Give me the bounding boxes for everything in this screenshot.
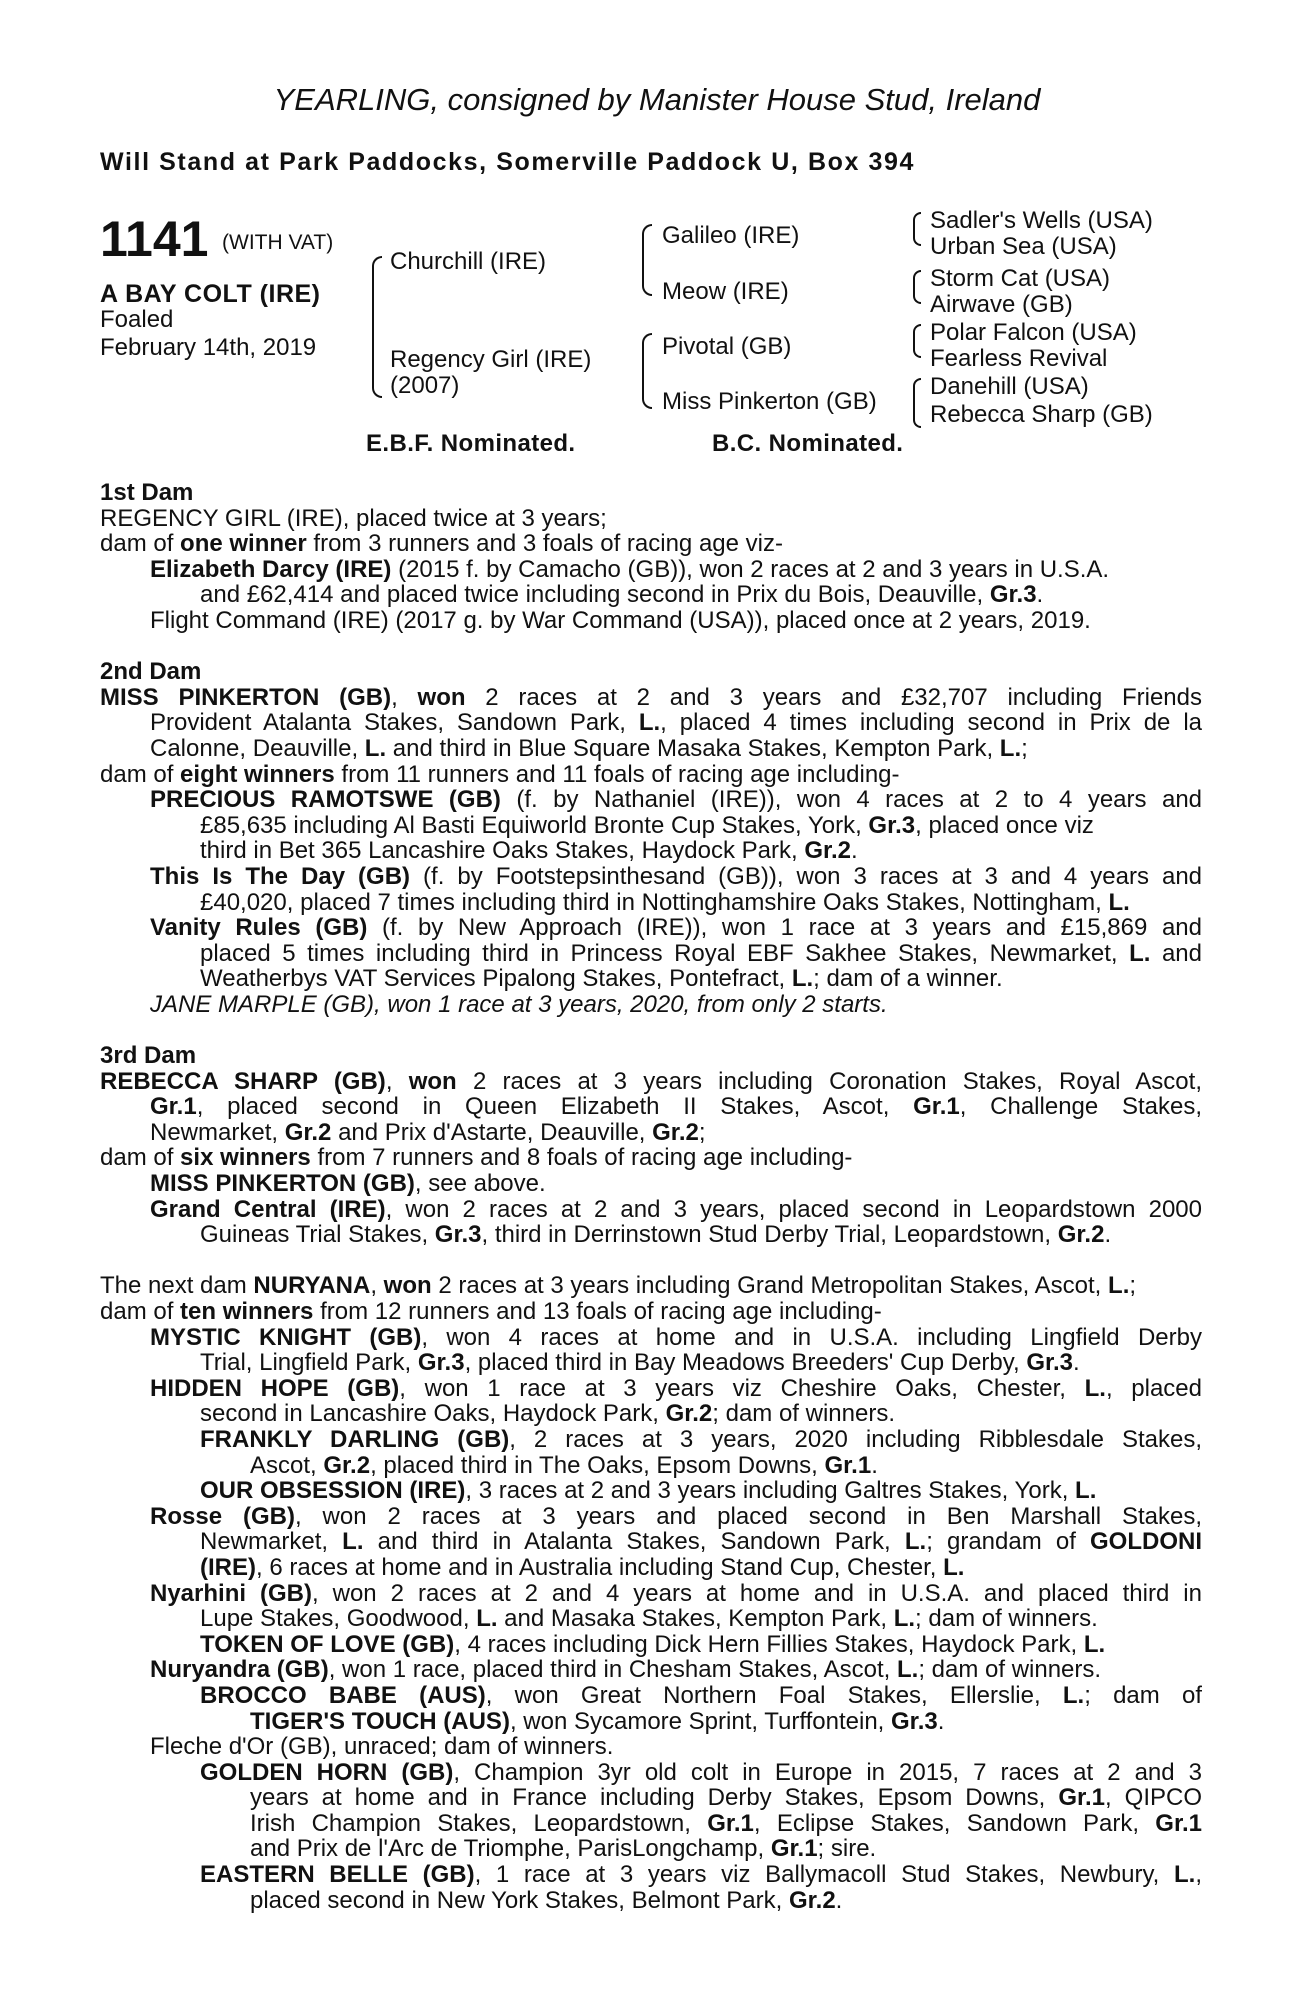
pedigree-dam-year: (2007): [390, 372, 460, 399]
record-text: MISS PINKERTON (GB): [150, 1170, 415, 1198]
pedigree-gg-1: Sadler's Wells (USA): [930, 207, 1153, 234]
pedigree-gg-3: Storm Cat (USA): [930, 265, 1111, 292]
record-text: and £62,414 and placed twice including second in Prix du Bois, Deauville,: [200, 581, 990, 609]
record-line: [100, 1709, 1202, 1735]
record-line: [100, 1785, 1202, 1811]
record-line: [100, 1273, 1202, 1299]
record-text: £85,635 including Al Basti Equiworld Bronte Cup Stakes, York,: [200, 811, 869, 839]
record-line: [100, 531, 1202, 557]
record-text: Weatherbys VAT Services Pipalong Stakes, Pontefract,: [200, 965, 792, 993]
record-text: ten winners: [180, 1298, 314, 1325]
record-line: [100, 1581, 1202, 1607]
record-text: Gr.1: [707, 1810, 754, 1837]
record-text: Gr.2: [788, 1886, 836, 1914]
record-text: 3rd Dam: [100, 1042, 197, 1070]
record-line: [100, 1376, 1202, 1402]
record-text: PRECIOUS RAMOTSWE (GB): [150, 787, 501, 813]
record-text: Vanity Rules (GB): [150, 915, 368, 941]
record-line: [100, 838, 1202, 864]
record-text: Trial, Lingfield Park,: [200, 1349, 418, 1377]
stand-location: Will Stand at Park Paddocks, Somerville Paddock U, Box 394: [100, 148, 916, 176]
record-text: (2015 f. by Camacho (GB)), won 2 races at 2 and 3 years in U.S.A.: [391, 555, 1110, 583]
record-text: ;: [1129, 1272, 1137, 1300]
record-line: [100, 1043, 1202, 1069]
record-text: Lupe Stakes, Goodwood,: [200, 1605, 477, 1633]
record-text: Gr.3: [434, 1221, 482, 1249]
record-line: [100, 1811, 1202, 1837]
record-line: [100, 890, 1202, 916]
record-text: , placed: [1105, 1375, 1202, 1402]
record-text: NURYANA: [253, 1272, 371, 1300]
record-line: [100, 582, 1202, 608]
record-text: , placed third in Bay Meadows Breeders' Cup Derby,: [464, 1349, 1027, 1377]
record-text: won: [383, 1272, 432, 1300]
record-text: and: [1150, 940, 1202, 967]
record-text: REGENCY GIRL (IRE), placed twice at 3 years;: [100, 504, 607, 532]
record-text: Gr.1: [1058, 1785, 1106, 1811]
record-text: Gr.3: [1026, 1349, 1074, 1377]
record-line: [100, 685, 1202, 711]
record-text: Gr.3: [417, 1349, 465, 1377]
record-text: Gr.1: [770, 1835, 818, 1863]
record-line: [100, 1069, 1202, 1095]
pedigree-sire-dam: Meow (IRE): [662, 278, 789, 305]
record-text: , Champion 3yr old colt in Europe in 2015, 7 races at 2 and 3: [453, 1759, 1202, 1786]
record-text: , won 2 races at 2 and 3 years, placed second in Leopardstown 2000: [385, 1196, 1202, 1223]
record-line: [100, 864, 1202, 890]
record-text: Ascot,: [250, 1451, 324, 1479]
record-text: one winner: [180, 530, 307, 558]
record-text: ,: [391, 684, 418, 711]
record-text: OUR OBSESSION (IRE): [200, 1477, 466, 1505]
record-line: [100, 1222, 1202, 1248]
record-text: Gr.2: [1057, 1221, 1105, 1249]
record-line: [100, 1478, 1202, 1504]
record-text: from 3 runners and 3 foals of racing age viz-: [306, 530, 783, 558]
record-text: This Is The Day (GB): [150, 863, 411, 890]
record-text: EASTERN BELLE (GB): [200, 1862, 475, 1888]
record-text: GOLDONI: [1090, 1529, 1202, 1555]
record-line: [100, 1888, 1202, 1914]
pedigree-brace-gg4: [913, 378, 921, 428]
record-text: Gr.1: [1155, 1810, 1202, 1837]
record-text: .: [1036, 581, 1044, 609]
record-text: Gr.2: [804, 837, 852, 865]
record-text: L.: [1084, 1375, 1106, 1402]
record-text: £40,020, placed 7 times including third in Nottinghamshire Oaks Stakes, Nottingham,: [200, 888, 1109, 916]
record-text: , 6 races at home and in Australia including Stand Cup, Chester,: [256, 1553, 944, 1581]
record-text: ,: [370, 1272, 384, 1300]
record-text: (f. by Nathaniel (IRE)), won 4 races at 2 to 4 years and: [500, 787, 1202, 813]
pedigree-brace-dam: [642, 333, 652, 409]
record-text: ; sire.: [817, 1835, 877, 1863]
record-text: ;: [1021, 734, 1028, 762]
record-text: .: [871, 1451, 878, 1479]
record-text: .: [937, 1707, 945, 1735]
record-text: (f. by New Approach (IRE)), won 1 race at 3 years and £15,869 and: [367, 915, 1202, 941]
record-text: Gr.3: [868, 811, 916, 839]
consignor-line: YEARLING, consigned by Manister House Stud, Ireland: [273, 82, 1041, 117]
record-text: Provident Atalanta Stakes, Sandown Park,: [150, 710, 639, 736]
pedigree-brace-sire: [642, 224, 652, 296]
record-text: ,: [385, 1068, 409, 1095]
record-text: Elizabeth Darcy (IRE): [150, 555, 392, 583]
record-text: Gr.2: [284, 1118, 332, 1146]
record-text: dam of: [100, 1298, 181, 1325]
record-text: 2nd Dam: [100, 658, 202, 686]
record-text: , won 1 race, placed third in Chesham Stakes, Ascot,: [328, 1656, 897, 1684]
pedigree-brace-gg2: [913, 270, 921, 304]
pedigree-brace-main: [372, 256, 382, 398]
record-text: L.: [1174, 1862, 1196, 1888]
record-text: TOKEN OF LOVE (GB): [200, 1630, 455, 1658]
record-line: [100, 1145, 1202, 1171]
record-text: and Masaka Stakes, Kempton Park,: [497, 1605, 894, 1633]
record-line: [100, 1836, 1202, 1862]
record-text: L.: [1129, 940, 1151, 967]
record-text: , won Great Northern Foal Stakes, Ellerslie,: [485, 1682, 1063, 1709]
record-line: [100, 1657, 1202, 1683]
record-line: [100, 1734, 1202, 1760]
record-text: Gr.2: [665, 1400, 713, 1428]
record-line: [100, 787, 1202, 813]
record-line: [100, 941, 1202, 967]
record-line: [100, 480, 1202, 506]
record-text: Gr.3: [891, 1707, 938, 1735]
pedigree-dam: Regency Girl (IRE): [390, 346, 592, 373]
record-text: , won 1 race at 3 years viz Cheshire Oaks, Chester,: [399, 1375, 1085, 1402]
record-text: , third in Derrinstown Stud Derby Trial, Leopardstown,: [481, 1221, 1058, 1249]
record-text: The next dam: [100, 1272, 254, 1300]
pedigree-brace-gg1: [913, 212, 921, 246]
record-text: Calonne, Deauville,: [150, 734, 365, 762]
record-line: [100, 736, 1202, 762]
record-line: [100, 659, 1202, 685]
record-text: six winners: [180, 1144, 311, 1172]
record-line: [100, 1453, 1202, 1479]
record-line: [100, 762, 1202, 788]
record-line: [100, 1632, 1202, 1658]
record-text: , Eclipse Stakes, Sandown Park,: [753, 1810, 1156, 1837]
record-line: [100, 1197, 1202, 1223]
record-line: [100, 1760, 1202, 1786]
record-text: third in Bet 365 Lancashire Oaks Stakes, Haydock Park,: [200, 837, 805, 865]
foaled-date: February 14th, 2019: [100, 334, 317, 361]
record-line: [100, 1555, 1202, 1581]
record-text: FRANKLY DARLING (GB): [200, 1426, 510, 1453]
record-text: dam of: [100, 1144, 181, 1172]
record-text: L.: [893, 1605, 916, 1633]
record-text: (f. by Footstepsinthesand (GB)), won 3 races at 3 and 4 years and: [410, 863, 1202, 890]
record-text: L.: [1075, 1477, 1097, 1505]
record-line: [100, 915, 1202, 941]
record-text: L.: [943, 1553, 965, 1581]
record-text: (IRE): [200, 1553, 256, 1581]
record-text: L.: [476, 1605, 498, 1633]
record-text: Gr.2: [652, 1118, 699, 1146]
horse-title: A BAY COLT (IRE): [100, 280, 321, 308]
record-text: and Prix de l'Arc de Triomphe, ParisLongchamp,: [250, 1835, 771, 1863]
record-text: L.: [638, 710, 661, 736]
record-text: ; dam of: [1084, 1682, 1202, 1709]
record-text: ; dam of winners.: [915, 1605, 1098, 1633]
record-text: , Challenge Stakes,: [959, 1094, 1202, 1120]
pedigree-gg-4: Airwave (GB): [930, 291, 1073, 318]
record-text: Guineas Trial Stakes,: [200, 1221, 435, 1249]
record-text: placed second in New York Stakes, Belmont Park,: [250, 1886, 789, 1914]
record-text: from 12 runners and 13 foals of racing age including-: [313, 1298, 882, 1325]
record-text: from 11 runners and 11 foals of racing age including-: [334, 760, 900, 788]
record-line: [100, 1862, 1202, 1888]
record-text: .: [1073, 1349, 1080, 1377]
record-text: Newmarket,: [200, 1529, 343, 1555]
record-text: and Prix d'Astarte, Deauville,: [331, 1118, 653, 1146]
record-text: , QIPCO: [1105, 1785, 1202, 1811]
record-text: Newmarket,: [150, 1118, 285, 1146]
record-line: [100, 506, 1202, 532]
record-text: Irish Champion Stakes, Leopardstown,: [250, 1810, 708, 1837]
record-text: Nuryandra (GB): [150, 1656, 329, 1684]
record-text: 2 races at 3 years including Grand Metropolitan Stakes, Ascot,: [431, 1272, 1109, 1300]
pedigree-gg-2: Urban Sea (USA): [930, 233, 1117, 260]
record-line: [100, 1427, 1202, 1453]
record-line: [100, 1401, 1202, 1427]
record-text: Nyarhini (GB): [150, 1580, 312, 1607]
record-text: L.: [364, 734, 387, 762]
record-text: from 7 runners and 8 foals of racing age including-: [310, 1144, 853, 1172]
record-text: , placed second in Queen Elizabeth II Stakes, Ascot,: [196, 1094, 914, 1120]
record-text: L.: [904, 1529, 927, 1555]
record-text: .: [851, 837, 858, 865]
pedigree-dam-dam: Miss Pinkerton (GB): [662, 388, 877, 415]
record-text: L.: [1108, 1272, 1130, 1300]
record-text: dam of: [100, 760, 181, 788]
record-text: dam of: [100, 530, 181, 558]
spacer: [100, 634, 1202, 660]
record-line: [100, 1171, 1202, 1197]
record-text: , won 4 races at home and in U.S.A. including Lingfield Derby: [421, 1324, 1202, 1351]
record-line: [100, 992, 1202, 1018]
record-text: ; grandam of: [926, 1529, 1090, 1555]
record-text: , placed once viz: [915, 811, 1094, 839]
record-text: ; dam of winners.: [918, 1656, 1102, 1684]
record-text: and third in Atalanta Stakes, Sandown Park,: [363, 1529, 905, 1555]
record-text: Gr.1: [824, 1451, 872, 1479]
record-text: Gr.3: [989, 581, 1037, 609]
record-text: JANE MARPLE (GB), won 1 race at 3 years, 2020, from only 2 starts.: [150, 990, 888, 1018]
record-text: , 1 race at 3 years viz Ballymacoll Stud Stakes, Newbury,: [474, 1862, 1174, 1888]
record-line: [100, 710, 1202, 736]
record-text: , 4 races including Dick Hern Fillies Stakes, Haydock Park,: [454, 1630, 1084, 1658]
record-text: ,: [1195, 1862, 1202, 1888]
record-text: TIGER'S TOUCH (AUS): [250, 1707, 510, 1735]
pedigree-gg-7: Danehill (USA): [930, 373, 1089, 400]
record-text: eight winners: [180, 760, 335, 788]
record-text: L.: [1108, 888, 1130, 916]
record-text: MISS PINKERTON (GB): [100, 684, 392, 711]
foaled-label: Foaled: [100, 306, 174, 333]
spacer: [100, 1248, 1202, 1274]
record-text: , placed third in The Oaks, Epsom Downs,: [370, 1451, 825, 1479]
record-line: [100, 1683, 1202, 1709]
record-text: GOLDEN HORN (GB): [200, 1759, 454, 1786]
record-text: and third in Blue Square Masaka Stakes, Kempton Park,: [386, 734, 1000, 762]
record-text: 1st Dam: [100, 479, 194, 506]
pedigree-dam-sire: Pivotal (GB): [662, 333, 792, 360]
record-line: [100, 1120, 1202, 1146]
record-text: won: [417, 684, 466, 711]
pedigree-gg-5: Polar Falcon (USA): [930, 319, 1137, 346]
record-text: Gr.1: [913, 1094, 960, 1120]
record-text: , won 2 races at 2 and 4 years at home and in U.S.A. and placed third in: [311, 1580, 1202, 1607]
record-text: Flight Command (IRE) (2017 g. by War Command (USA)), placed once at 2 years, 2019.: [150, 606, 1091, 634]
record-line: [100, 608, 1202, 634]
record-text: L.: [1083, 1630, 1106, 1658]
record-text: BROCCO BABE (AUS): [200, 1682, 486, 1709]
record-text: ;: [698, 1118, 706, 1146]
record-line: [100, 1299, 1202, 1325]
record-text: , won 2 races at 3 years and placed second in Ben Marshall Stakes,: [294, 1503, 1202, 1530]
record-text: Rosse (GB): [150, 1503, 295, 1530]
pedigree-brace-gg3: [913, 324, 921, 358]
record-text: HIDDEN HOPE (GB): [150, 1375, 400, 1402]
record-text: , 2 races at 3 years, 2020 including Ribblesdale Stakes,: [509, 1426, 1202, 1453]
record-text: placed 5 times including third in Princess Royal EBF Sakhee Stakes, Newmarket,: [200, 940, 1130, 967]
record-text: .: [1104, 1221, 1112, 1249]
record-text: L.: [342, 1529, 364, 1555]
record-text: years at home and in France including Derby Stakes, Epsom Downs,: [250, 1785, 1059, 1811]
record-text: second in Lancashire Oaks, Haydock Park,: [200, 1400, 666, 1428]
record-text: L.: [791, 965, 814, 993]
record-line: [100, 1529, 1202, 1555]
record-text: won: [408, 1068, 457, 1095]
record-text: ; dam of winners.: [712, 1400, 896, 1428]
record-text: Fleche d'Or (GB), unraced; dam of winners.: [150, 1733, 614, 1761]
pedigree-gg-6: Fearless Revival: [930, 345, 1108, 372]
pedigree-gg-8: Rebecca Sharp (GB): [930, 401, 1153, 428]
lot-number: 1141: [100, 211, 209, 267]
record-text: .: [835, 1886, 843, 1914]
record-line: [100, 966, 1202, 992]
record-text: , see above.: [414, 1170, 546, 1198]
record-line: [100, 557, 1202, 583]
record-line: [100, 1094, 1202, 1120]
record-text: Grand Central (IRE): [150, 1196, 386, 1223]
pedigree-sire: Churchill (IRE): [390, 248, 547, 275]
record-text: , placed 4 times including second in Prix de la: [660, 710, 1202, 736]
produce-record: [100, 480, 1202, 1913]
record-text: 2 races at 2 and 3 years and £32,707 including Friends: [465, 684, 1202, 711]
pedigree-sire-sire: Galileo (IRE): [662, 222, 800, 249]
record-text: L.: [999, 734, 1022, 762]
bc-nominated: B.C. Nominated.: [712, 430, 904, 457]
record-line: [100, 1504, 1202, 1530]
record-text: Gr.1: [150, 1094, 197, 1120]
record-text: ; dam of a winner.: [813, 965, 1003, 993]
record-line: [100, 1350, 1202, 1376]
spacer: [100, 1017, 1202, 1043]
record-text: 2 races at 3 years including Coronation Stakes, Royal Ascot,: [456, 1068, 1202, 1095]
record-text: REBECCA SHARP (GB): [100, 1068, 386, 1095]
record-text: L.: [1062, 1682, 1085, 1709]
record-text: MYSTIC KNIGHT (GB): [150, 1324, 422, 1351]
record-line: [100, 1325, 1202, 1351]
ebf-nominated: E.B.F. Nominated.: [366, 430, 576, 457]
vat-note: (WITH VAT): [222, 231, 334, 254]
record-text: , 3 races at 2 and 3 years including Galtres Stakes, York,: [465, 1477, 1076, 1505]
record-text: , won Sycamore Sprint, Turffontein,: [509, 1707, 892, 1735]
record-text: L.: [896, 1656, 919, 1684]
record-line: [100, 1606, 1202, 1632]
record-line: [100, 813, 1202, 839]
record-text: Gr.2: [323, 1451, 371, 1479]
